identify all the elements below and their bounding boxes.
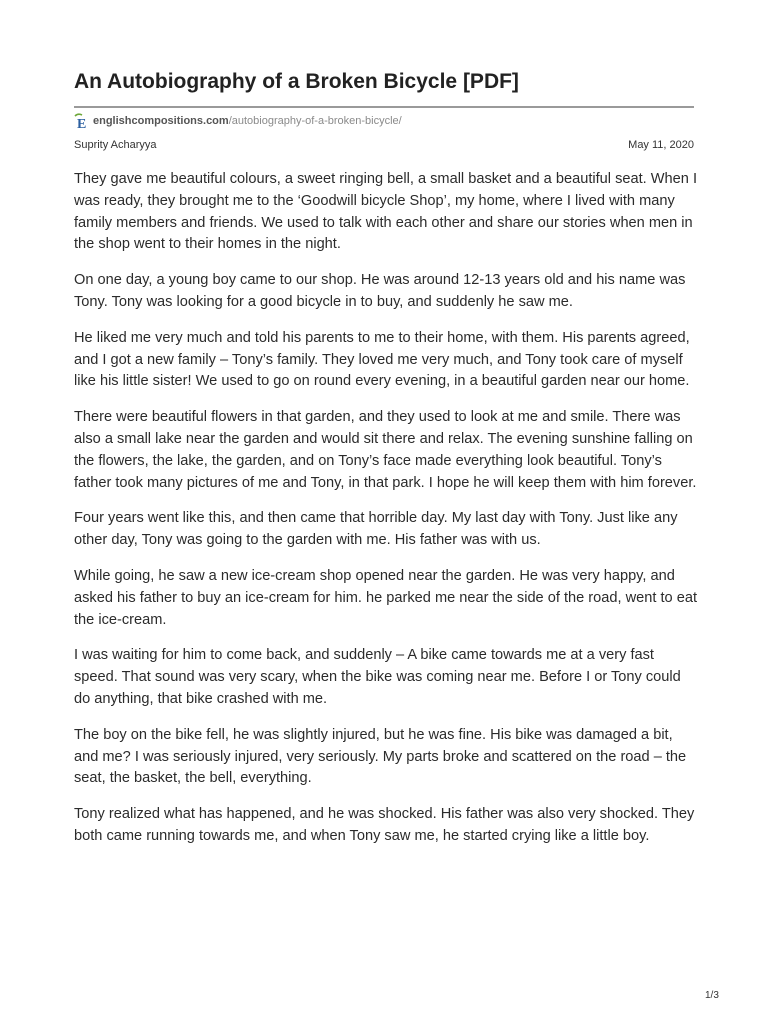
paragraph: He liked me very much and told his parents to me to their home, with them. His parents agreed, and I got a new family – Tony’s family. They loved me very much, and Tony took care of myself like his little sister! We used to go on round every evening, in a beautiful garden near our home. xyxy=(74,329,690,390)
page-number: 1/3 xyxy=(705,990,719,1001)
site-logo-letter: E xyxy=(77,117,87,129)
site-logo-icon xyxy=(74,113,91,129)
paragraph: There were beautiful flowers in that garden, and they used to look at me and smile. There was also a small lake near the garden and would sit there and relax. The evening sunshine falling on the flowers, the lake, the garden, and on Tony’s face made everything look beautiful. Tony’s father took many pictures of me and Tony, in that park. I hope he will keep them with him forever. xyxy=(74,409,697,491)
page-title: An Autobiography of a Broken Bicycle [PDF] xyxy=(74,70,519,93)
paragraph: I was waiting for him to come back, and suddenly – A bike came towards me at a very fast speed. That sound was very scary, when the bike was coming near me. Before I or Tony could do anything, that bike crashed with me. xyxy=(74,647,681,707)
source-path-link[interactable]: /autobiography-of-a-broken-bicycle/ xyxy=(228,115,402,127)
paragraph: Tony realized what has happened, and he was shocked. His father was also very shocked. They both came running towards me, and when Tony saw me, he started crying like a little boy. xyxy=(74,806,695,844)
publish-date: May 11, 2020 xyxy=(628,139,694,151)
paragraph: Four years went like this, and then came that horrible day. My last day with Tony. Just like any other day, Tony was going to the garden with me. His father was with us. xyxy=(74,510,678,549)
paragraph: They gave me beautiful colours, a sweet ringing bell, a small basket and a beautiful seat. When I was ready, they brought me to the ‘Goodwill bicycle Shop’, my home, where I lived with many family members and friends. We used to talk with each other and share our stories when men in the shop went to their homes in the night. xyxy=(74,171,698,253)
paragraph: While going, he saw a new ice-cream shop opened near the garden. He was very happy, and asked his father to buy an ice-cream for him. he parked me near the side of the road, went to eat the ice-cream. xyxy=(74,567,698,628)
author-name: Suprity Acharyya xyxy=(74,139,157,151)
source-domain-link[interactable]: englishcompositions.com xyxy=(93,115,229,127)
source-line[interactable] xyxy=(74,113,402,129)
article-body xyxy=(74,169,698,862)
paragraph: On one day, a young boy came to our shop. He was around 12-13 years old and his name was Tony. Tony was looking for a good bicycle in to buy, and suddenly he saw me. xyxy=(74,272,686,310)
title-divider xyxy=(74,106,694,108)
paragraph: The boy on the bike fell, he was slightly injured, but he was fine. His bike was damaged a bit, and me? I was seriously injured, very seriously. My parts broke and scattered on the road – the seat, the basket, the bell, everything. xyxy=(74,726,687,787)
